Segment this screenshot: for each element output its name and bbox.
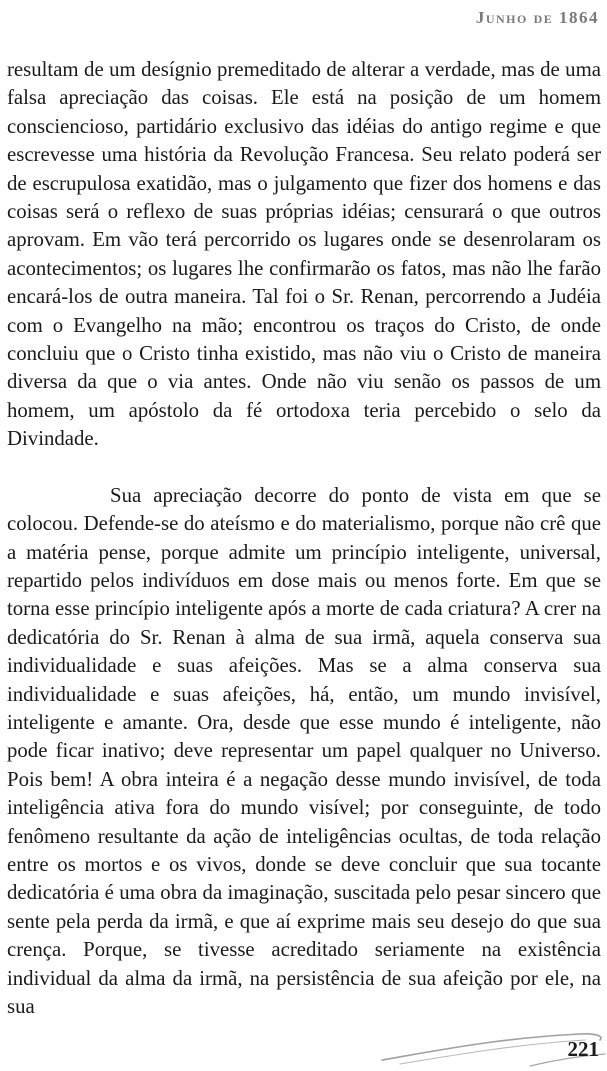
paragraph-2: Sua apreciação decorre do ponto de vista em que se colocou. Defende-se do ateísmo e do materialismo, porque não crê que a matéria pense, porque admite um princípio inteligente, universal, repartido pelos indivíduos em dose mais ou menos forte. Em que se torna esse princípio inteligente após a morte de cada criatura? A crer na dedicatória do Sr. Renan à alma de sua irmã, aquela conserva sua individualidade e suas afeições. Mas se a alma conserva sua individualidade e suas afeições, há, então, um mundo invisível, inteligente e amante. Ora, desde que esse mundo é inteligente, não pode ficar inativo; deve representar um papel qualquer no Universo. Pois bem! A obra inteira é a negação desse mundo invisível, de toda inteligência ativa fora do mundo visível; por conseguinte, de todo fenômeno resultante da ação de inteligências ocultas, de toda relação entre os mortos e os vivos, donde se deve concluir que sua tocante dedicatória é uma obra da imaginação, suscitada pelo pesar sincero que sente pela perda da irmã, e que aí exprime mais seu desejo do que sua crença. Porque, se tivesse acreditado seriamente na existência individual da alma da irmã, na persistência de sua afeição por ele, na sua (7, 483, 601, 1018)
running-header: Junho de 1864 (475, 8, 599, 27)
body-text (7, 56, 601, 1021)
paragraph-1: resultam de um desígnio premeditado de alterar a verdade, mas de uma falsa apreciação das coisas. Ele está na posição de um homem consciencioso, partidário exclusivo das idéias do antigo regime e que escrevesse uma história da Revolução Francesa. Seu relato poderá ser de escrupulosa exatidão, mas o julgamento que fizer dos homens e das coisas será o reflexo de suas próprias idéias; censurará o que outros aprovam. Em vão terá percorrido os lugares onde se desenrolaram os acontecimentos; os lugares lhe confirmarão os fatos, mas não lhe farão encará-los de outra maneira. Tal foi o Sr. Renan, percorrendo a Judéia com o Evangelho na mão; encontrou os traços do Cristo, de onde concluiu que o Cristo tinha existido, mas não viu o Cristo de maneira diversa da que o via antes. Onde não viu senão os passos de um homem, um apóstolo da fé ortodoxa teria percebido o selo da Divindade. (7, 58, 601, 451)
page-number: 221 (567, 1037, 599, 1061)
